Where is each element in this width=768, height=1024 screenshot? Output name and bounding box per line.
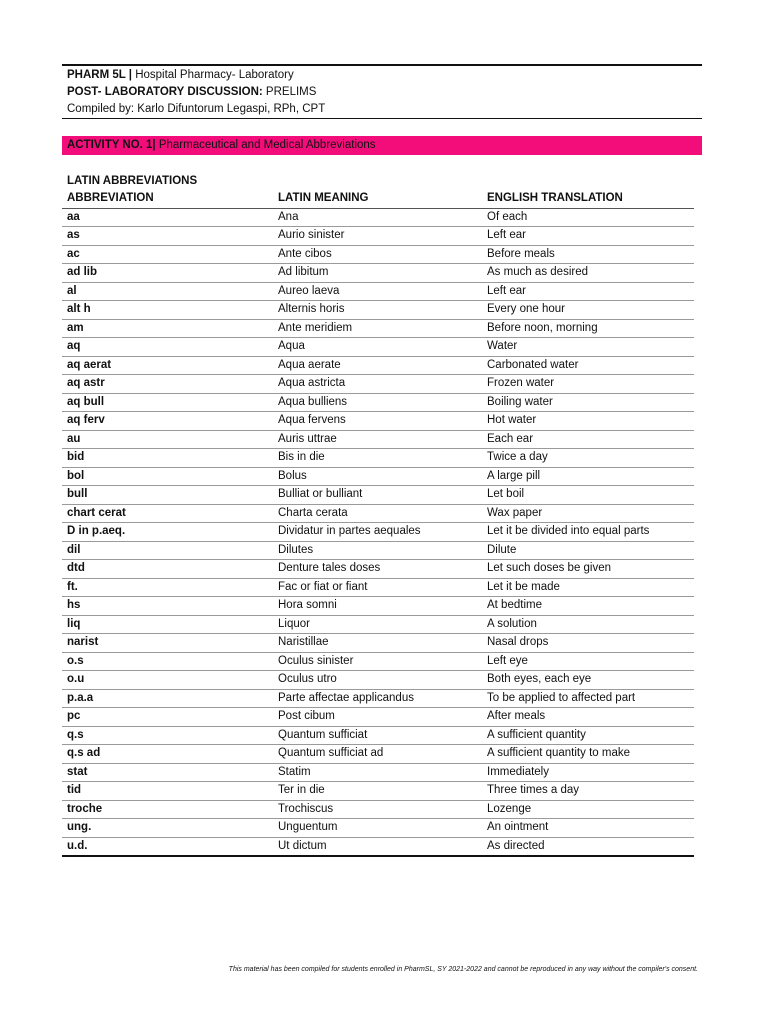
table-row (62, 245, 694, 264)
table-row (62, 652, 694, 671)
table-header-row (62, 190, 694, 208)
english-translation-cell: Let it be made (482, 578, 694, 597)
english-translation-cell: Water (482, 338, 694, 357)
english-translation-cell: Of each (482, 208, 694, 227)
course-title: Hospital Pharmacy- Laboratory (132, 69, 294, 81)
latin-meaning-cell: Bulliat or bulliant (273, 486, 482, 505)
latin-meaning-cell: Bolus (273, 467, 482, 486)
latin-meaning-cell: Dividatur in partes aequales (273, 523, 482, 542)
abbreviation-cell: aq ferv (62, 412, 273, 431)
abbreviation-cell: q.s ad (62, 745, 273, 764)
latin-meaning-cell: Fac or fiat or fiant (273, 578, 482, 597)
abbreviation-cell: q.s (62, 726, 273, 745)
table-row (62, 726, 694, 745)
english-translation-cell: Three times a day (482, 782, 694, 801)
table-row (62, 227, 694, 246)
latin-meaning-cell: Quantum sufficiat ad (273, 745, 482, 764)
latin-meaning-cell: Ante cibos (273, 245, 482, 264)
english-translation-cell: A solution (482, 615, 694, 634)
table-row (62, 782, 694, 801)
latin-meaning-cell: Ut dictum (273, 837, 482, 856)
latin-meaning-cell: Ana (273, 208, 482, 227)
latin-meaning-cell: Parte affectae applicandus (273, 689, 482, 708)
abbreviation-cell: bid (62, 449, 273, 468)
english-translation-cell: Both eyes, each eye (482, 671, 694, 690)
english-translation-cell: Let such doses be given (482, 560, 694, 579)
column-header-abbreviation: ABBREVIATION (62, 190, 273, 208)
latin-meaning-cell: Aqua (273, 338, 482, 357)
activity-number: ACTIVITY NO. 1| (67, 139, 156, 151)
english-translation-cell: Carbonated water (482, 356, 694, 375)
abbreviation-cell: dil (62, 541, 273, 560)
english-translation-cell: An ointment (482, 819, 694, 838)
abbreviation-cell: aq (62, 338, 273, 357)
table-row (62, 393, 694, 412)
english-translation-cell: As directed (482, 837, 694, 856)
abbreviation-cell: aa (62, 208, 273, 227)
latin-meaning-cell: Ad libitum (273, 264, 482, 283)
table-row (62, 338, 694, 357)
latin-meaning-cell: Post cibum (273, 708, 482, 727)
english-translation-cell: Each ear (482, 430, 694, 449)
activity-title: Pharmaceutical and Medical Abbreviations (155, 139, 376, 151)
table-row (62, 264, 694, 283)
abbreviation-cell: stat (62, 763, 273, 782)
abbreviation-cell: dtd (62, 560, 273, 579)
english-translation-cell: Twice a day (482, 449, 694, 468)
latin-meaning-cell: Trochiscus (273, 800, 482, 819)
column-header-latin-meaning: LATIN MEANING (273, 190, 482, 208)
english-translation-cell: At bedtime (482, 597, 694, 616)
english-translation-cell: Dilute (482, 541, 694, 560)
table-row (62, 708, 694, 727)
abbreviation-cell: au (62, 430, 273, 449)
abbreviations-table (62, 190, 694, 857)
latin-meaning-cell: Ter in die (273, 782, 482, 801)
table-row (62, 375, 694, 394)
abbreviation-cell: liq (62, 615, 273, 634)
abbreviation-cell: hs (62, 597, 273, 616)
latin-meaning-cell: Naristillae (273, 634, 482, 653)
english-translation-cell: As much as desired (482, 264, 694, 283)
abbreviation-cell: al (62, 282, 273, 301)
table-row (62, 745, 694, 764)
latin-meaning-cell: Liquor (273, 615, 482, 634)
abbreviation-cell: p.a.a (62, 689, 273, 708)
table-row (62, 412, 694, 431)
table-row (62, 356, 694, 375)
latin-meaning-cell: Aqua fervens (273, 412, 482, 431)
abbreviation-cell: chart cerat (62, 504, 273, 523)
abbreviation-cell: aq aerat (62, 356, 273, 375)
latin-meaning-cell: Denture tales doses (273, 560, 482, 579)
table-row (62, 430, 694, 449)
english-translation-cell: Left eye (482, 652, 694, 671)
abbreviation-cell: as (62, 227, 273, 246)
table-row (62, 615, 694, 634)
table-row (62, 504, 694, 523)
latin-meaning-cell: Ante meridiem (273, 319, 482, 338)
table-row (62, 208, 694, 227)
english-translation-cell: Let boil (482, 486, 694, 505)
abbreviation-cell: aq bull (62, 393, 273, 412)
abbreviation-cell: bull (62, 486, 273, 505)
english-translation-cell: A sufficient quantity to make (482, 745, 694, 764)
english-translation-cell: Wax paper (482, 504, 694, 523)
latin-meaning-cell: Statim (273, 763, 482, 782)
english-translation-cell: Before noon, morning (482, 319, 694, 338)
table-row (62, 671, 694, 690)
footer-disclaimer: This material has been compiled for students enrolled in PharmSL, SY 2021-2022 and cannot be reproduced in any way without the compiler's consent. (228, 966, 698, 973)
abbreviation-cell: pc (62, 708, 273, 727)
table-row (62, 282, 694, 301)
english-translation-cell: Let it be divided into equal parts (482, 523, 694, 542)
table-row (62, 800, 694, 819)
table-row (62, 597, 694, 616)
abbreviation-cell: tid (62, 782, 273, 801)
abbreviation-cell: aq astr (62, 375, 273, 394)
discussion-line (67, 84, 325, 101)
abbreviation-cell: o.u (62, 671, 273, 690)
column-header-english-translation: ENGLISH TRANSLATION (482, 190, 694, 208)
table-body (62, 208, 694, 856)
english-translation-cell: Every one hour (482, 301, 694, 320)
latin-meaning-cell: Aqua aerate (273, 356, 482, 375)
english-translation-cell: Before meals (482, 245, 694, 264)
section-title: LATIN ABBREVIATIONS (67, 175, 198, 187)
latin-meaning-cell: Charta cerata (273, 504, 482, 523)
english-translation-cell: Hot water (482, 412, 694, 431)
english-translation-cell: To be applied to affected part (482, 689, 694, 708)
abbreviation-cell: u.d. (62, 837, 273, 856)
latin-meaning-cell: Bis in die (273, 449, 482, 468)
compiled-by: Compiled by: Karlo Difuntorum Legaspi, RPh, CPT (67, 103, 326, 115)
table-row (62, 837, 694, 856)
table-row (62, 467, 694, 486)
latin-meaning-cell: Aurio sinister (273, 227, 482, 246)
table-row (62, 819, 694, 838)
table-row (62, 449, 694, 468)
latin-meaning-cell: Oculus sinister (273, 652, 482, 671)
table-row (62, 541, 694, 560)
abbreviation-cell: o.s (62, 652, 273, 671)
latin-meaning-cell: Hora somni (273, 597, 482, 616)
english-translation-cell: Nasal drops (482, 634, 694, 653)
latin-meaning-cell: Aqua astricta (273, 375, 482, 394)
english-translation-cell: Frozen water (482, 375, 694, 394)
abbreviation-cell: ft. (62, 578, 273, 597)
english-translation-cell: Left ear (482, 282, 694, 301)
course-code: PHARM 5L | (67, 69, 132, 81)
header-bottom-rule (62, 118, 702, 119)
english-translation-cell: A sufficient quantity (482, 726, 694, 745)
table-row (62, 578, 694, 597)
table-row (62, 689, 694, 708)
latin-meaning-cell: Aqua bulliens (273, 393, 482, 412)
latin-meaning-cell: Quantum sufficiat (273, 726, 482, 745)
table-row (62, 523, 694, 542)
abbreviation-cell: ad lib (62, 264, 273, 283)
abbreviation-cell: ac (62, 245, 273, 264)
abbreviation-cell: alt h (62, 301, 273, 320)
course-line (67, 67, 325, 84)
table-row (62, 634, 694, 653)
abbreviation-cell: troche (62, 800, 273, 819)
top-rule (62, 64, 702, 66)
latin-meaning-cell: Unguentum (273, 819, 482, 838)
document-header (67, 67, 325, 118)
latin-meaning-cell: Auris uttrae (273, 430, 482, 449)
abbreviation-cell: narist (62, 634, 273, 653)
latin-meaning-cell: Dilutes (273, 541, 482, 560)
table-row (62, 560, 694, 579)
table-row (62, 763, 694, 782)
table-row (62, 301, 694, 320)
activity-banner (62, 136, 702, 155)
latin-meaning-cell: Oculus utro (273, 671, 482, 690)
english-translation-cell: Immediately (482, 763, 694, 782)
english-translation-cell: Left ear (482, 227, 694, 246)
english-translation-cell: Boiling water (482, 393, 694, 412)
abbreviation-cell: bol (62, 467, 273, 486)
discussion-term: PRELIMS (262, 86, 317, 98)
latin-meaning-cell: Aureo laeva (273, 282, 482, 301)
discussion-label: POST- LABORATORY DISCUSSION: (67, 86, 263, 98)
english-translation-cell: After meals (482, 708, 694, 727)
table-row (62, 486, 694, 505)
english-translation-cell: Lozenge (482, 800, 694, 819)
latin-meaning-cell: Alternis horis (273, 301, 482, 320)
abbreviation-cell: am (62, 319, 273, 338)
abbreviation-cell: ung. (62, 819, 273, 838)
table-row (62, 319, 694, 338)
abbreviation-cell: D in p.aeq. (62, 523, 273, 542)
english-translation-cell: A large pill (482, 467, 694, 486)
